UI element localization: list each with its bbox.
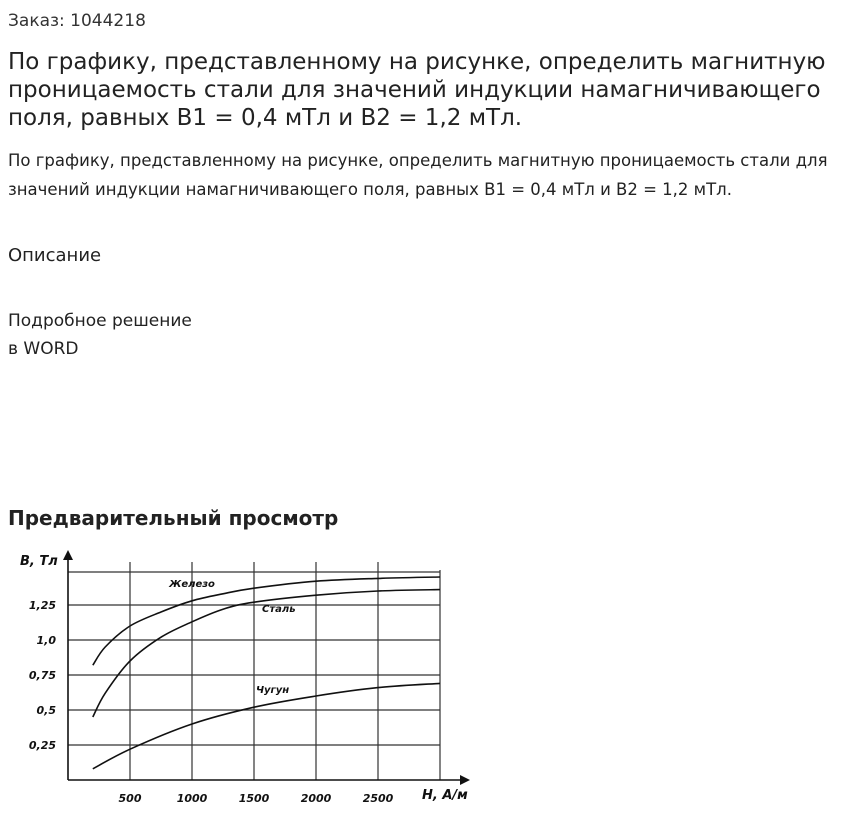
solution-line-1: Подробное решение	[8, 311, 192, 331]
order-number: Заказ: 1044218	[8, 11, 146, 31]
preview-heading: Предварительный просмотр	[8, 506, 339, 530]
solution-info	[8, 307, 192, 363]
solution-line-2: в WORD	[8, 339, 79, 359]
page-title: По графику, представленному на рисунке, определить магнитную проницаемость стали для значений индукции намагничивающего поля, равных В1 = 0,4 мТл и В2 = 1,2 мТл.	[8, 49, 826, 131]
preview-chart	[0, 540, 490, 828]
series-line-3	[93, 683, 440, 768]
y-tick-label: 0,5	[36, 704, 56, 717]
x-tick-label: 2500	[362, 792, 394, 805]
x-tick-label: 1500	[238, 792, 270, 805]
y-tick-label: 0,25	[28, 739, 56, 752]
y-tick-label: 1,25	[28, 599, 56, 612]
series-label-2: Сталь	[262, 604, 296, 615]
description-heading: Описание	[8, 245, 102, 266]
y-axis-arrow	[63, 550, 73, 560]
y-axis-label: B, Тл	[20, 554, 58, 569]
x-tick-label: 1000	[176, 792, 208, 805]
x-axis-label: H, А/м	[422, 788, 468, 803]
series-label-3: Чугун	[255, 685, 290, 697]
x-axis-arrow	[460, 775, 470, 785]
series-label-1: Железо	[169, 578, 215, 590]
x-tick-label: 500	[118, 792, 142, 805]
description-text: По графику, представленному на рисунке, определить магнитную проницаемость стали для значений индукции намагничивающего поля, равных В1 = 0,4 мТл и В2 = 1,2 мТл.	[8, 151, 828, 199]
x-tick-label: 2000	[300, 792, 332, 805]
y-tick-label: 0,75	[28, 669, 56, 682]
y-tick-label: 1,0	[36, 634, 56, 647]
magnetization-chart	[0, 540, 490, 828]
